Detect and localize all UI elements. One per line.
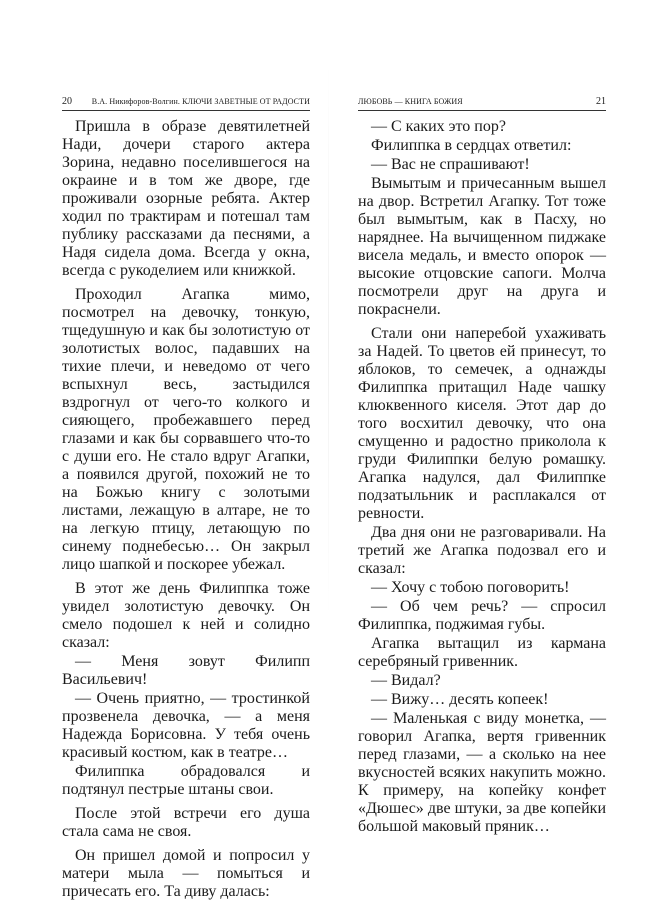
paragraph: После этой встречи его душа стала сама не своя.: [62, 805, 310, 840]
left-running-title: В.А. Никифоров-Волгин. КЛЮЧИ ЗАВЕТНЫЕ ОТ РАДОСТИ: [91, 97, 310, 106]
left-page-number: 20: [62, 96, 72, 107]
right-page-number: 21: [596, 96, 606, 107]
paragraph: — Очень приятно, — тростинкой прозвенела девочка, — а меня Надежда Борисовна. У тебя очень красивый костюм, как в театре…: [62, 690, 310, 761]
paragraph: — Хочу с тобою поговорить!: [371, 579, 570, 596]
paragraph: — С каких это пор?: [371, 118, 506, 135]
paragraph: Филиппка в сердцах ответил:: [371, 137, 572, 154]
paragraph: — Маленькая с виду монетка, — говорил Агапка, вертя гривенник перед глазами, — а сколько на нее вкусностей всяких накупить можно. К примеру, на копейку конфет «Дюшес» две штуки, за две копейки большой маковый пряник…: [358, 710, 606, 835]
left-page-header: [62, 96, 310, 111]
right-page-body: [358, 118, 606, 837]
paragraph: Вымытым и причесанным вышел на двор. Встретил Агапку. Тот тоже был вымытым, как в Пасху, но наряднее. На вычищенном пиджаке висела медаль, и вместо опорок — высокие отцовские сапоги. Молча посмотрели друг на друга и покраснели.: [358, 175, 606, 318]
paragraph: Стали они наперебой ухаживать за Надей. То цветов ей принесут, то яблоков, то семечек, а однажды Филиппка притащил Наде чашку клюквенного киселя. Этот дар до того восхитил девочку, что она смущенно и радостно приколола к груди Филиппки белую ромашку. Агапка надулся, дал Филиппке подзатыльник и расплакался от ревности.: [358, 325, 606, 522]
paragraph: В этот же день Филиппка тоже увидел золотистую девочку. Он смело подошел к ней и солидно сказал:: [62, 580, 310, 651]
right-running-title: ЛЮБОВЬ — КНИГА БОЖИЯ: [358, 97, 463, 106]
paragraph: — Меня зовут Филипп Васильевич!: [62, 653, 310, 688]
paragraph: — Вижу… десять копеек!: [371, 691, 549, 708]
paragraph: Два дня они не разговаривали. На третий же Агапка подозвал его и сказал:: [358, 524, 606, 577]
paragraph: Филиппка обрадовался и подтянул пестрые штаны свои.: [62, 763, 310, 798]
paragraph: — Об чем речь? — спросил Филиппка, поджимая губы.: [358, 598, 606, 633]
paragraph: — Видал?: [371, 672, 441, 689]
paragraph: Агапка вытащил из кармана серебряный гривенник.: [358, 635, 606, 670]
paragraph: Проходил Агапка мимо, посмотрел на девочку, тонкую, тщедушную и как бы золотистую от золотистых волос, падавших на тихие плечи, и неведомо от чего вспыхнул весь, застыдился вздрогнул от чего-то колкого и сияющего, пробежавшего перед глазами и как бы сорвавшего что-то с души его. Не стало вдруг Агапки, а появился другой, похожий не то на Божью книгу с золотыми листами, лежащую в алтаре, не то на легкую птицу, летающую по синему поднебесью… Он закрыл лицо шапкой и поскорее убежал.: [62, 286, 310, 573]
left-page-body: [62, 118, 310, 907]
book-gutter: [328, 60, 329, 620]
paragraph: Он пришел домой и попросил у матери мыла — помыться и причесать его. Та диву далась:: [62, 847, 310, 900]
paragraph: Пришла в образе девятилетней Нади, дочери старого актера Зорина, недавно поселившегося на окраине и в том же дворе, где проживали озорные ребята. Актер ходил по трактирам и потешал там публику рассказами да песнями, а Надя сидела дома. Всегда у окна, всегда с рукоделием или книжкой.: [62, 118, 310, 279]
right-page-header: [358, 96, 606, 111]
paragraph: — Вас не спрашивают!: [371, 156, 530, 173]
